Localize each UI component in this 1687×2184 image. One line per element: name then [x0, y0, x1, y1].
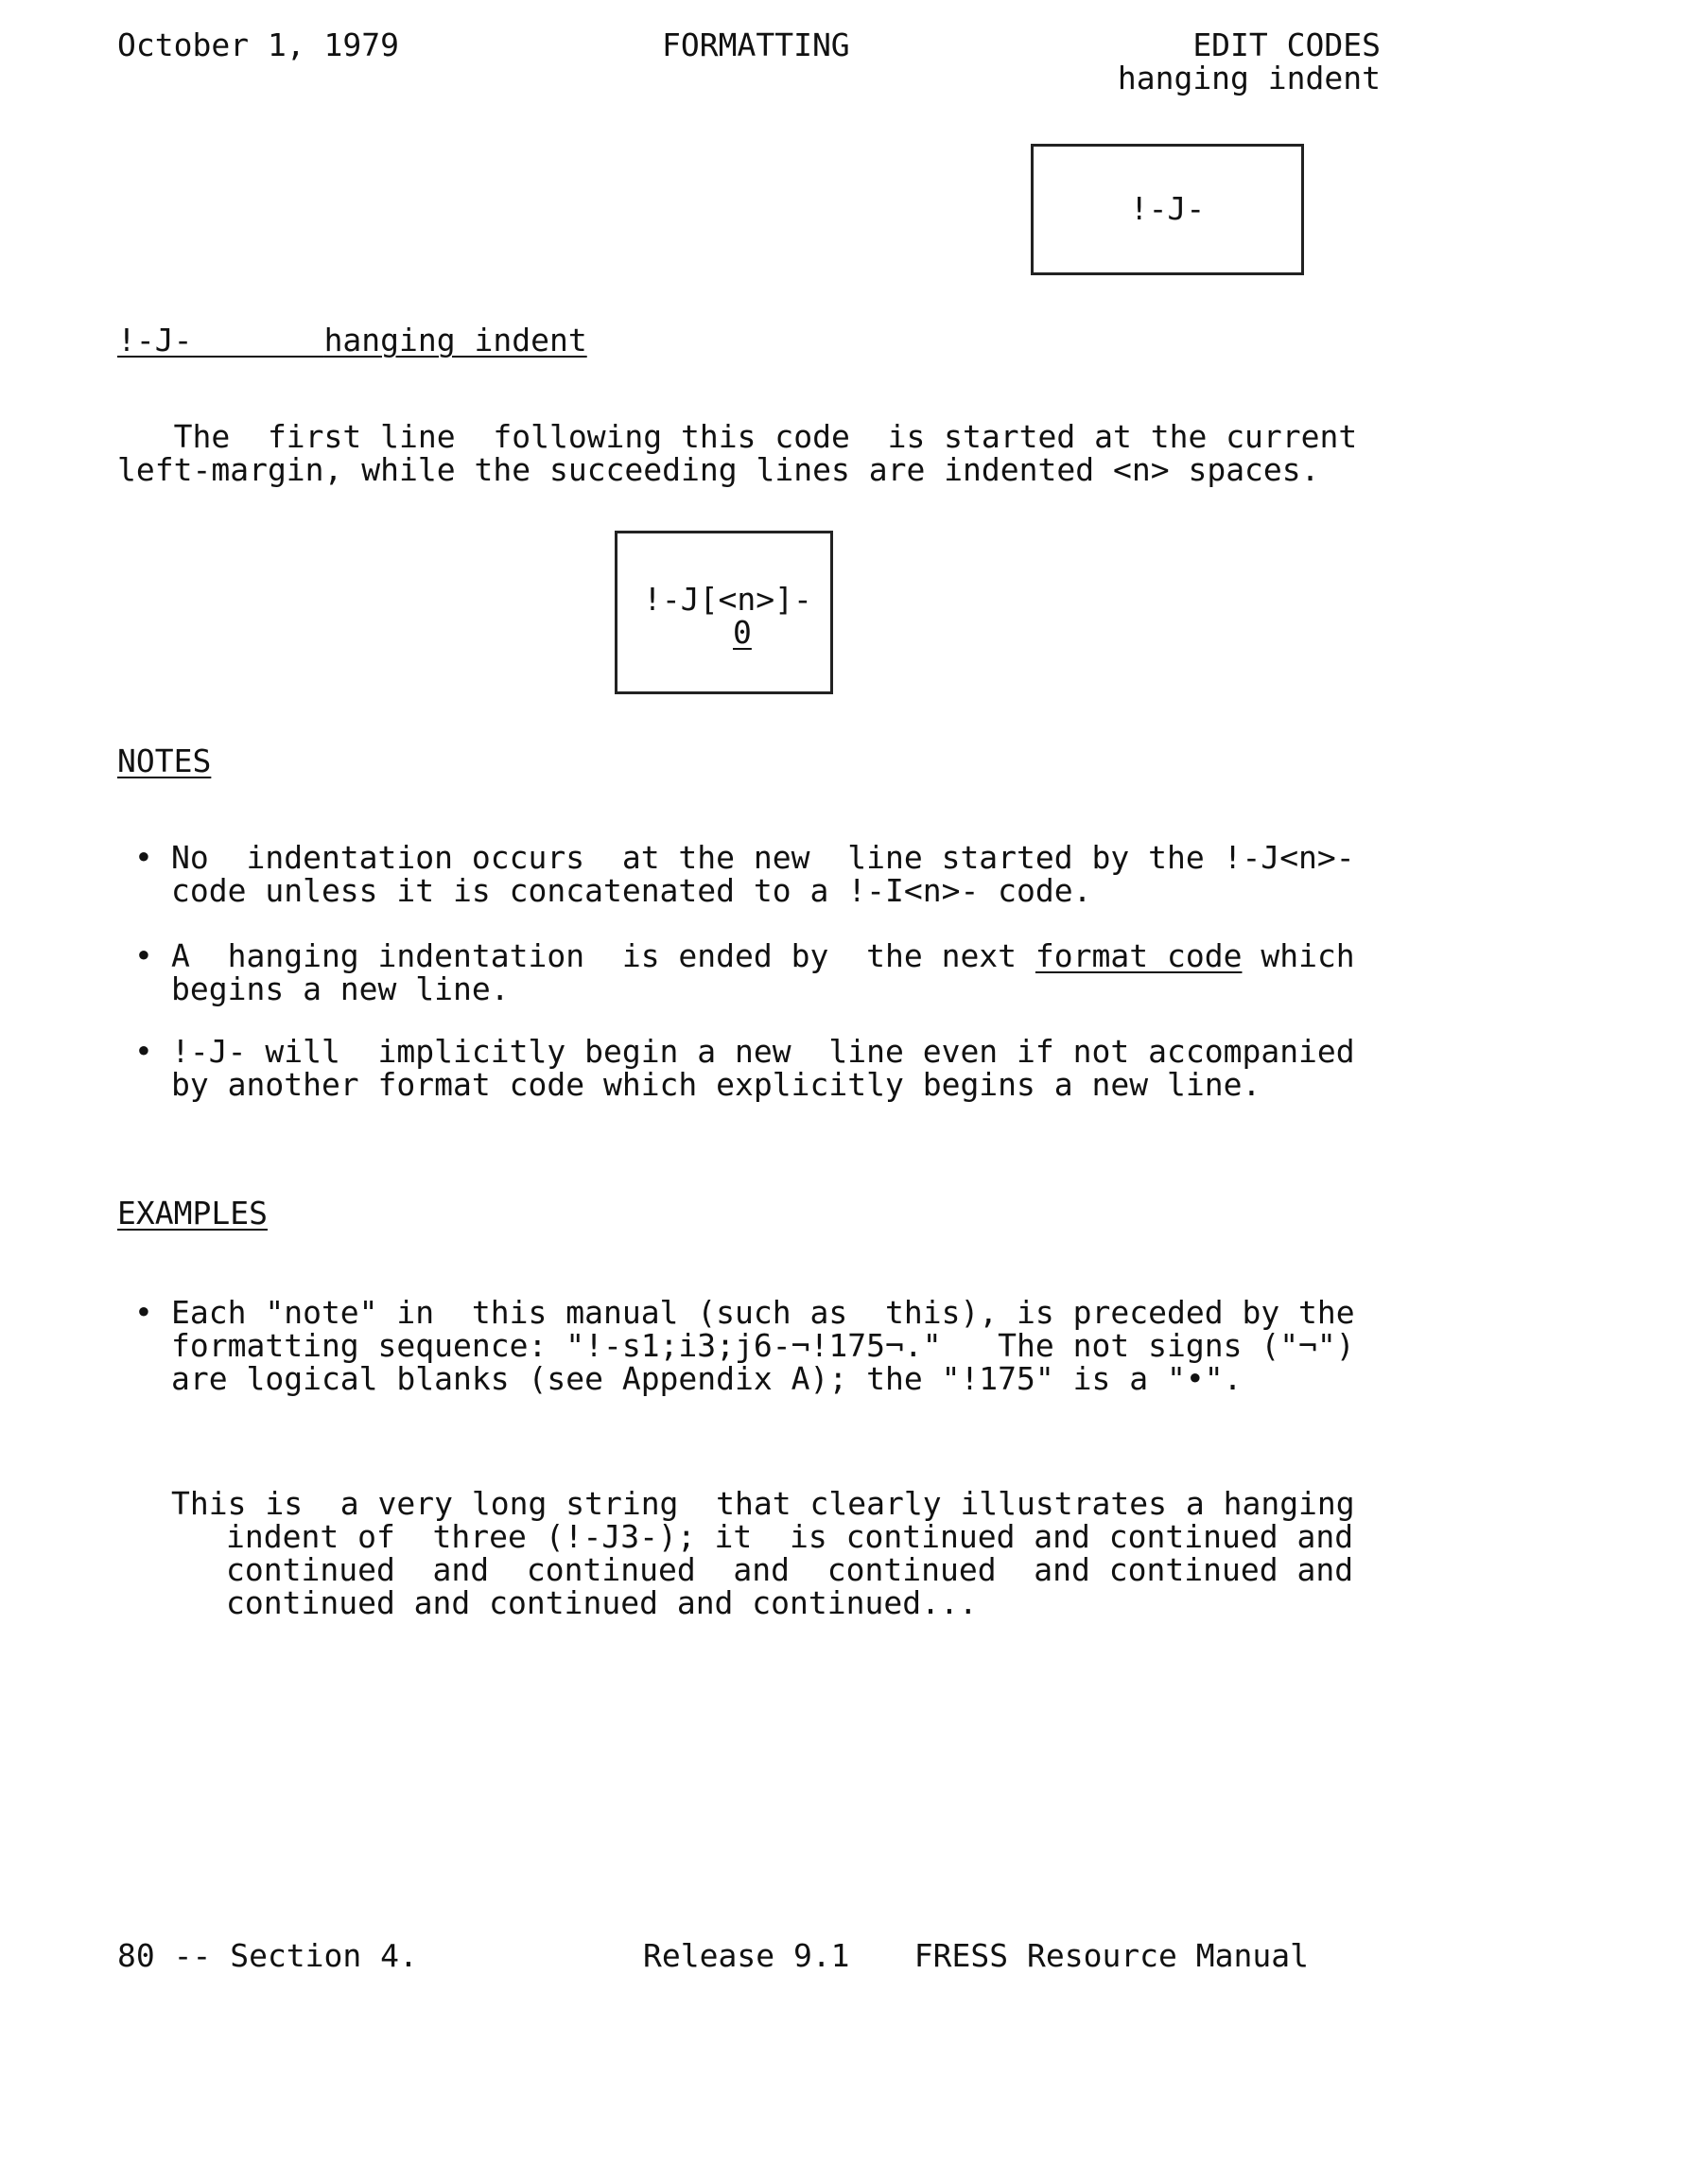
note-1-line-2: code unless it is concatenated to a !-I<n>- code. — [171, 872, 1092, 909]
title-code: !-J- — [117, 322, 193, 358]
note-item — [171, 839, 1355, 909]
code-box-label: !-J- — [1129, 190, 1206, 227]
footer-manual-title: FRESS Resource Manual — [913, 1937, 1309, 1974]
header-date: October 1, 1979 — [117, 26, 400, 63]
example-line-3: are logical blanks (see Appendix A); the "!175" is a "•". — [171, 1360, 1243, 1397]
intro-paragraph — [117, 418, 1358, 488]
demo-line-3: continued and continued and continued and continued and — [226, 1551, 1354, 1588]
footer-release: Release 9.1 — [643, 1937, 850, 1974]
bullet-icon: • — [134, 937, 153, 974]
note-2-text-end: which — [1242, 937, 1355, 974]
intro-line-1: The first line following this code is started at the current — [117, 418, 1358, 455]
note-2-line-2: begins a new line. — [171, 970, 510, 1007]
note-1-line-1: No indentation occurs at the new line started by the !-J<n>- — [171, 839, 1355, 876]
note-item — [171, 937, 1355, 1007]
note-2-line-1 — [171, 937, 1355, 974]
demo-line-1: This is a very long string that clearly illustrates a hanging — [171, 1485, 1355, 1522]
example-line-1: Each "note" in this manual (such as this), is preceded by the — [171, 1294, 1355, 1331]
examples-heading: EXAMPLES — [117, 1195, 268, 1232]
syntax-default: 0 — [733, 614, 752, 651]
title-spacer — [192, 322, 323, 358]
demo-paragraph-indented — [226, 1518, 1354, 1621]
page-title — [117, 323, 587, 357]
syntax-label: !-J[<n>]- — [643, 581, 812, 618]
bullet-icon: • — [134, 839, 153, 876]
demo-paragraph — [171, 1485, 1355, 1522]
example-item — [171, 1294, 1355, 1397]
intro-line-2: left-margin, while the succeeding lines are indented <n> spaces. — [117, 451, 1320, 488]
notes-heading: NOTES — [117, 743, 212, 779]
note-2-text: A hanging indentation is ended by the next — [171, 937, 1035, 974]
bullet-icon: • — [134, 1033, 153, 1070]
header-category: EDIT CODES — [1192, 26, 1381, 63]
syntax-box — [615, 531, 833, 694]
example-line-2: formatting sequence: "!-s1;i3;j6-¬!175¬." The not signs ("¬") — [171, 1327, 1355, 1364]
note-3-line-1: !-J- will implicitly begin a new line even if not accompanied — [171, 1033, 1355, 1070]
note-3-line-2: by another format code which explicitly begins a new line. — [171, 1066, 1261, 1103]
note-item — [171, 1033, 1355, 1103]
header-section: FORMATTING — [662, 26, 850, 63]
demo-line-4: continued and continued and continued... — [226, 1584, 978, 1621]
bullet-icon: • — [134, 1294, 153, 1331]
header-subcategory: hanging indent — [1117, 60, 1381, 96]
title-name: hanging indent — [323, 322, 587, 358]
code-box — [1031, 144, 1304, 275]
demo-line-2: indent of three (!-J3-); it is continued and continued and — [226, 1518, 1354, 1555]
footer-page: 80 -- Section 4. — [117, 1937, 418, 1974]
format-code-link: format code — [1035, 937, 1243, 974]
